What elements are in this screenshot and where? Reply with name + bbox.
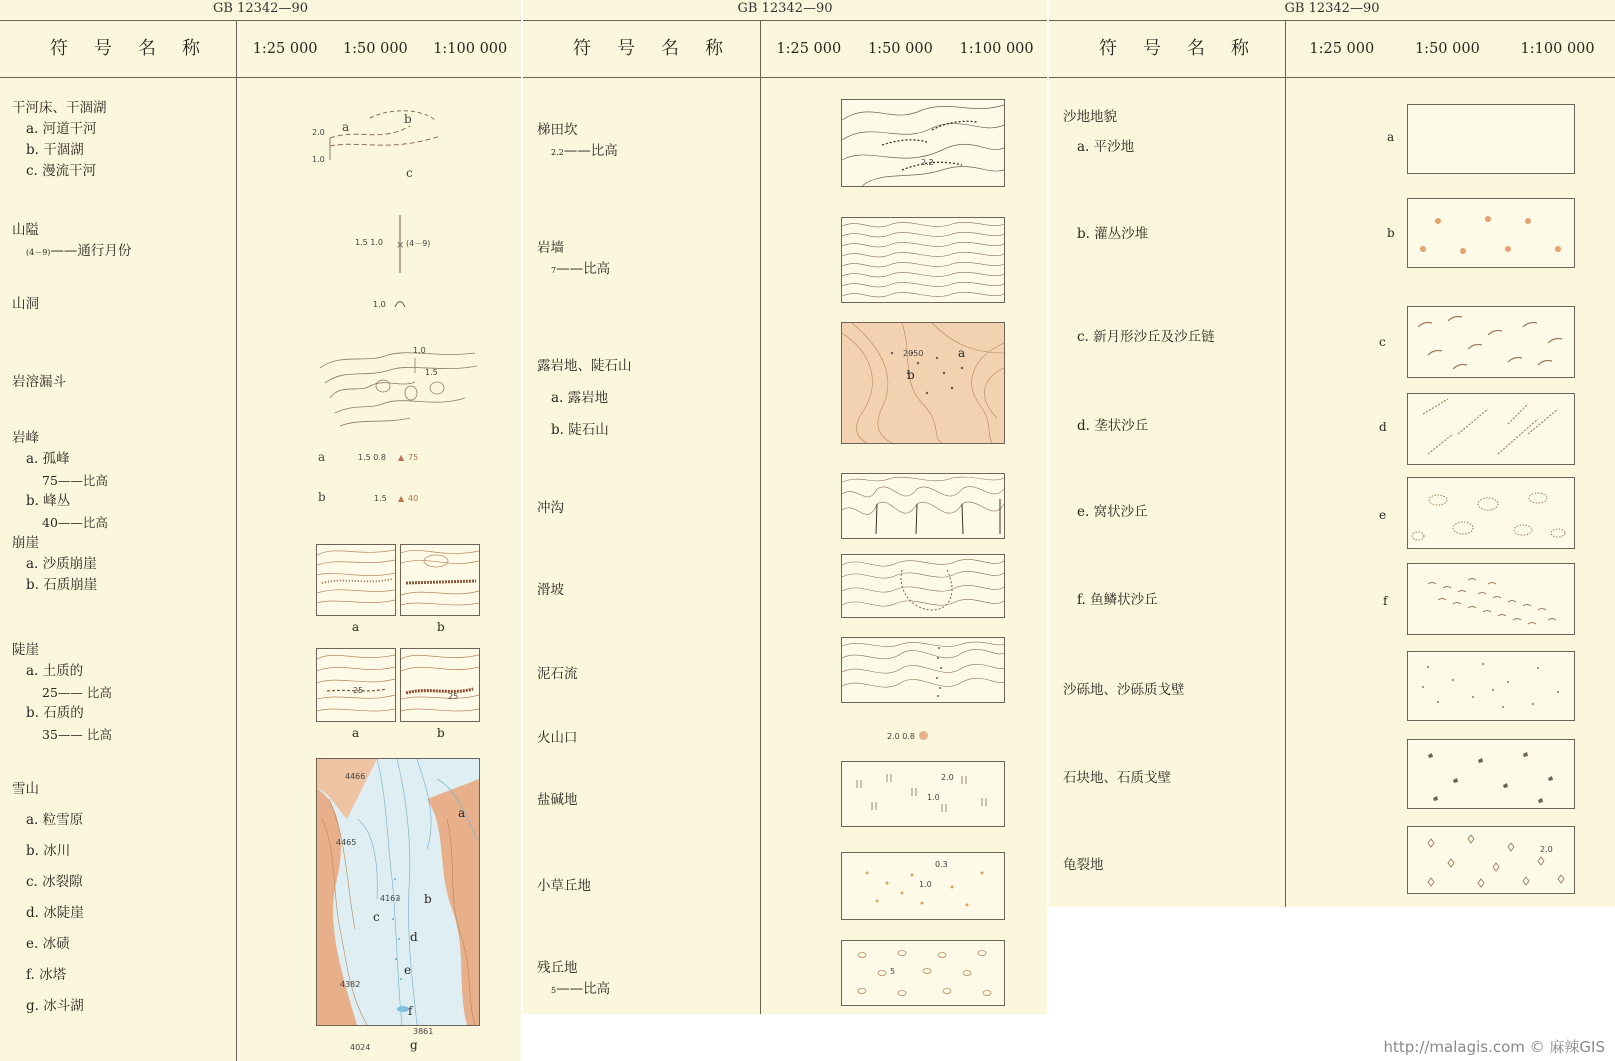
crack-land-panel: [1407, 826, 1575, 894]
shrub-mound-panel: [1407, 198, 1575, 268]
snow-height-6: 4024: [350, 1043, 371, 1052]
scale-100000: 1:100 000: [433, 41, 508, 57]
column-header: [0, 20, 521, 78]
cliff-panel-a: [316, 648, 396, 722]
rock-peak-height-a: 75: [408, 453, 419, 462]
sand-letter-f: f: [1383, 594, 1388, 608]
scale-50000: 1:50 000: [1414, 41, 1480, 57]
debris-flow-panel: [841, 637, 1005, 703]
entry-ridge-dune: d. 垄状沙丘: [1077, 418, 1149, 434]
snow-height-2: 4465: [336, 838, 357, 847]
dry-river-label-c: c: [406, 166, 413, 180]
entry-cave: 山洞: [12, 296, 39, 312]
mountain-pass-months: (4－9): [406, 239, 431, 248]
collapse-caption-b: b: [437, 620, 445, 634]
entry-sandy-landform: 沙地地貌 a. 平沙地: [1063, 109, 1135, 155]
snow-letter-f: f: [408, 1004, 413, 1018]
entry-mountain-pass: 山隘 (4－9)——通行月份: [12, 222, 132, 259]
snow-height-4: 4382: [340, 980, 361, 989]
scale-25000: 1:25 000: [1309, 41, 1375, 57]
snow-letter-a: a: [458, 806, 466, 820]
collapse-panel-a: [316, 544, 396, 616]
flat-sand-panel: [1407, 104, 1575, 174]
dry-river-dim-1: 2.0: [312, 128, 325, 137]
dry-river-dim-2: 1.0: [312, 155, 325, 164]
collapse-caption-a: a: [352, 620, 360, 634]
residual-hill-panel: [841, 940, 1005, 1006]
rock-peak-label-b: b: [318, 490, 326, 504]
column-divider: [1285, 20, 1286, 907]
crater-icon: [919, 731, 928, 740]
sand-letter-b: b: [1387, 226, 1395, 240]
entry-gravel-gobi: 沙砾地、沙砾质戈壁: [1063, 682, 1185, 698]
column-divider: [236, 20, 237, 1061]
rock-peak-triangle-b: ▲: [398, 494, 405, 503]
gravel-gobi-panel: [1407, 651, 1575, 721]
mountain-pass-dims: 1.5 1.0: [355, 238, 383, 247]
sand-letter-d: d: [1379, 420, 1387, 434]
page-header: GB 12342—90: [1284, 1, 1380, 16]
entry-karst-funnel: 岩溶漏斗: [12, 374, 66, 390]
entry-residual-hill: 残丘地 5——比高: [537, 960, 611, 997]
entry-barchan: c. 新月形沙丘及沙丘链: [1077, 329, 1215, 345]
collapse-panel-b: [400, 544, 480, 616]
entry-gully: 冲沟: [537, 500, 564, 516]
entry-rock-wall: 岩墙 7——比高: [537, 240, 611, 277]
saline-dim-2: 1.0: [927, 793, 940, 802]
scale-50000: 1:50 000: [867, 41, 933, 57]
cave-dim: 1.0: [373, 300, 386, 309]
dry-river-label-b: b: [404, 112, 412, 126]
snow-height-3: 4163: [380, 894, 401, 903]
snow-letter-d: d: [410, 930, 418, 944]
grass-dim-1: 0.3: [935, 860, 948, 869]
karst-dim-2: 1.5: [425, 368, 438, 377]
page-header: GB 12342—90: [737, 1, 833, 16]
entry-rock-peak: 岩峰 a. 孤峰 75——比高 b. 峰丛 40——比高: [12, 430, 108, 530]
entry-nest-dune: e. 窝状沙丘: [1077, 504, 1148, 520]
grass-dim-2: 1.0: [919, 880, 932, 889]
snow-letter-b: b: [424, 892, 432, 906]
column-header: [1049, 20, 1615, 78]
sand-letter-a: a: [1387, 130, 1395, 144]
snow-letter-g: g: [410, 1038, 418, 1052]
crater-dims: 2.0 0.8: [887, 732, 915, 741]
page-header: GB 12342—90: [213, 1, 308, 16]
barchan-panel: [1407, 306, 1575, 378]
col-name: 符号名称: [573, 38, 749, 59]
scale-row: [763, 21, 1047, 77]
sand-letter-c: c: [1379, 335, 1386, 349]
residual-hill-height: 5: [890, 967, 896, 976]
karst-dim-1: 1.0: [413, 346, 426, 355]
cliff-caption-a: a: [352, 726, 360, 740]
entry-scale-dune: f. 鱼鳞状沙丘: [1077, 592, 1158, 608]
rock-peak-height-b: 40: [408, 494, 419, 503]
entry-exposed-rock: 露岩地、陡石山 a. 露岩地 b. 陡石山: [537, 358, 632, 438]
entry-snow-mountain: 雪山 a. 粒雪原 b. 冰川 c. 冰裂隙 d. 冰陡崖 e. 冰碛 f. 冰塔 g. 冰斗湖: [12, 781, 84, 1014]
entry-collapse-cliff: 崩崖 a. 沙质崩崖 b. 石质崩崖: [12, 535, 98, 593]
entry-dry-riverbed: 干河床、干涸湖 a. 河道干河 b. 干涸湖 c. 漫流干河: [12, 100, 107, 179]
entry-crater: 火山口: [537, 730, 578, 746]
rock-peak-label-a: a: [318, 450, 326, 464]
scale-dune-panel: [1407, 563, 1575, 635]
exposed-rock-letter-b: b: [907, 368, 915, 382]
footer-watermark: http://malagis.com © 麻辣GIS: [1383, 1038, 1605, 1056]
snow-letter-e: e: [404, 963, 412, 977]
entry-landslide: 滑坡: [537, 582, 564, 598]
col-name: 符号名称: [1099, 38, 1275, 59]
column-header: [523, 20, 1047, 78]
dry-river-symbol: [300, 108, 450, 178]
entry-shrub-mound: b. 灌丛沙堆: [1077, 226, 1149, 242]
gully-panel: [841, 473, 1005, 539]
rock-peak-dims-b: 1.5: [374, 494, 387, 503]
rock-wall-panel: [841, 217, 1005, 303]
dry-river-label-a: a: [342, 120, 350, 134]
scale-25000: 1:25 000: [252, 41, 318, 57]
crack-dim: 2.0: [1540, 845, 1553, 854]
rock-peak-dims-a: 1.5 0.8: [358, 453, 386, 462]
entry-grass-hummock: 小草丘地: [537, 878, 591, 894]
entry-crack-land: 龟裂地: [1063, 857, 1104, 873]
saline-dim-1: 2.0: [941, 773, 954, 782]
terrace-height: 2.2: [921, 158, 934, 167]
entry-saline-land: 盐碱地: [537, 792, 578, 808]
cliff-height-b: 25: [448, 692, 459, 701]
snow-height-5: 3861: [413, 1027, 434, 1036]
scale-50000: 1:50 000: [342, 41, 408, 57]
saline-panel: [841, 761, 1005, 827]
scale-row: [1289, 21, 1615, 77]
scale-25000: 1:25 000: [776, 41, 842, 57]
cliff-height-a: 25: [353, 686, 364, 695]
terrace-panel: [841, 99, 1005, 187]
stone-gobi-panel: [1407, 739, 1575, 809]
page-3: [1049, 0, 1615, 907]
cliff-caption-b: b: [437, 726, 445, 740]
entry-terrace-bank: 梯田坎 2.2——比高: [537, 122, 618, 159]
entry-stone-gobi: 石块地、石质戈壁: [1063, 770, 1171, 786]
entry-steep-cliff: 陡崖 a. 土质的 25—— 比高 b. 石质的 35—— 比高: [12, 642, 112, 742]
exposed-rock-panel: [841, 322, 1005, 444]
cave-icon: [394, 298, 406, 308]
column-divider: [760, 20, 761, 1014]
svg-text:×: ×: [396, 240, 405, 251]
col-name: 符号名称: [50, 38, 226, 59]
page-1: [0, 0, 521, 1061]
rock-peak-triangle-a: ▲: [398, 453, 405, 462]
scale-100000: 1:100 000: [1520, 41, 1595, 57]
scale-row: [240, 21, 520, 77]
ridge-dune-panel: [1407, 393, 1575, 465]
scale-100000: 1:100 000: [959, 41, 1034, 57]
karst-funnel-symbol: [315, 348, 480, 428]
landslide-panel: [841, 554, 1005, 618]
cliff-panel-b: [400, 648, 480, 722]
exposed-rock-letter-a: a: [958, 346, 966, 360]
snow-height-1: 4466: [345, 772, 366, 781]
snow-letter-c: c: [373, 910, 380, 924]
sand-letter-e: e: [1379, 508, 1387, 522]
page-2: [523, 0, 1047, 1014]
entry-debris-flow: 泥石流: [537, 666, 578, 682]
exposed-rock-height: 2050: [903, 349, 924, 358]
nest-dune-panel: [1407, 477, 1575, 549]
